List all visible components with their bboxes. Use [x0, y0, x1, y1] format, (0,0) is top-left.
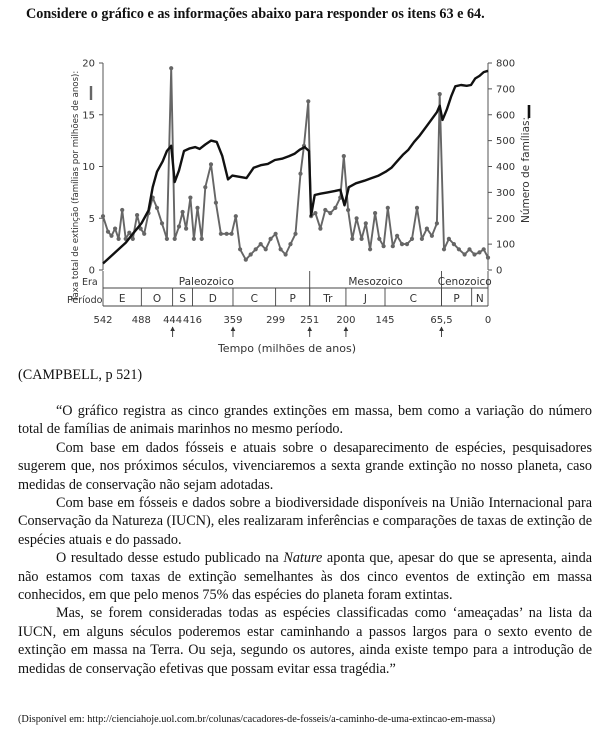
extinction-rate-point: [472, 252, 476, 256]
period-label: D: [208, 293, 217, 305]
mass-extinction-arrow-head: [307, 327, 312, 332]
extinction-rate-point: [313, 211, 317, 215]
extinction-rate-point: [364, 221, 368, 225]
period-label: E: [118, 293, 126, 305]
extinction-rate-point: [169, 66, 173, 70]
era-label: Cenozoico: [437, 276, 492, 288]
extinction-rate-point: [244, 258, 248, 262]
paragraph-1: “O gráfico registra as cinco grandes extinções em massa, bem como a variação do número total de famílias de animais marinhos no mesmo período.: [18, 403, 592, 438]
extinction-rate-point: [230, 232, 234, 236]
extinction-rate-point: [438, 92, 442, 96]
x-tick-label: 359: [223, 315, 243, 326]
extinction-rate-point: [135, 213, 139, 217]
extinction-rate-point: [386, 206, 390, 210]
extinction-rate-point: [288, 242, 292, 246]
extinction-rate-point: [209, 162, 213, 166]
extinction-rate-point: [425, 227, 429, 231]
period-label: P: [289, 293, 296, 305]
paragraph-2: Com base em dados fósseis e atuais sobre o desaparecimento de espécies, pesquisadores sugerem que, nos próximos séculos, vivenciaremos a sexta grande extinção no nosso planeta, caso medidas de conservação não sejam adotadas.: [18, 439, 592, 493]
left-tick-label: 20: [82, 58, 95, 70]
era-row-label: Era: [82, 277, 98, 288]
figure-citation: (CAMPBELL, p 521): [18, 367, 143, 383]
extinction-rate-point: [192, 237, 196, 241]
extinction-rate-point: [323, 208, 327, 212]
extinction-rate-point: [333, 206, 337, 210]
left-tick-label: 10: [82, 162, 95, 173]
extinction-rate-point: [442, 247, 446, 251]
extinction-rate-point: [328, 211, 332, 215]
extinction-rate-point: [360, 237, 364, 241]
extinction-rate-point: [355, 216, 359, 220]
right-tick-label: 200: [496, 213, 516, 225]
extinction-rate-point: [482, 247, 486, 251]
right-tick-label: 500: [496, 136, 516, 148]
extinction-rate-point: [269, 237, 273, 241]
mass-extinction-arrow-head: [344, 327, 349, 332]
period-label: J: [363, 293, 368, 305]
x-tick-label: 444: [163, 315, 183, 326]
extinction-rate-point: [298, 172, 302, 176]
journal-name: Nature: [283, 550, 323, 567]
extinction-rate-point: [477, 250, 481, 254]
x-tick-label: 299: [266, 315, 286, 326]
right-tick-label: 800: [496, 58, 516, 70]
x-tick-label: 416: [182, 315, 203, 326]
extinction-rate-point: [373, 211, 377, 215]
extinction-rate-point: [184, 227, 188, 231]
extinction-rate-point: [400, 242, 404, 246]
paragraph-4-end: aponta que, apesar do que se apresenta, ainda não estamos com taxas de extinção semelhantes às dos cinco eventos de extinção em massa conhecidos, em que pelo menos 75% das espécies do planeta foram extintas.: [18, 550, 593, 604]
period-label: N: [475, 293, 484, 305]
left-tick-label: 15: [82, 110, 95, 122]
era-label: Mesozoico: [348, 276, 403, 288]
x-axis: [93, 315, 491, 337]
extinction-rate-point: [410, 237, 414, 241]
extinction-rate-point: [346, 208, 350, 212]
article-text: [18, 402, 592, 678]
period-label: P: [453, 293, 460, 305]
extinction-rate-point: [395, 234, 399, 238]
extinction-rate-point: [155, 206, 159, 210]
extinction-rate-point: [435, 221, 439, 225]
x-tick-label: 65,5: [430, 315, 453, 326]
paragraph-5: Mas, se forem consideradas todas as espécies classificadas como ‘ameaçadas’ na lista da IUCN, em alguns séculos poderemos estar caminhando a passos largos para o sexto evento de extinção em massa na Terra. Ou seja, segundo os autores, ainda existe tempo para a introdução de medidas de conservação efetivas que possam evitar essa tragédia.”: [18, 605, 592, 677]
extinction-rate-point: [142, 232, 146, 236]
extinction-rate-point: [350, 237, 354, 241]
paragraph-4: [18, 549, 592, 604]
extinction-rate-point: [238, 247, 242, 251]
left-tick-label: 0: [88, 265, 95, 277]
y-right-axis-label: Número de famílias:: [520, 116, 532, 224]
extinction-rate-point: [377, 237, 381, 241]
extinction-rate-point: [259, 242, 263, 246]
right-tick-label: 300: [496, 187, 516, 199]
x-tick-label: 542: [93, 315, 113, 326]
extinction-rate-point: [382, 244, 386, 248]
mass-extinction-arrow-head: [439, 327, 444, 332]
extinction-rate-point: [127, 231, 131, 235]
y-left-axis-label: Taxa total de extinção (famílias por milhões de anos):: [71, 70, 81, 302]
extinction-rate-point: [306, 99, 310, 103]
extinction-rate-point: [447, 237, 451, 241]
left-tick-label: 5: [88, 213, 95, 225]
extinction-rate-point: [106, 230, 110, 234]
x-tick-label: 200: [336, 315, 356, 326]
extinction-rate-point: [160, 221, 164, 225]
extinction-rate-point: [342, 154, 346, 158]
right-tick-label: 400: [496, 162, 516, 173]
series-layer: [101, 66, 490, 263]
period-label: O: [152, 293, 162, 305]
x-tick-label: 488: [131, 315, 151, 326]
extinction-rate-point: [415, 206, 419, 210]
x-tick-label: 251: [300, 315, 320, 326]
geologic-time-table: [67, 271, 492, 306]
extinction-rate-point: [391, 244, 395, 248]
extinction-rate-point: [284, 252, 288, 256]
extinction-rate-point: [486, 256, 490, 260]
period-label: Tr: [323, 293, 333, 305]
extinction-rate-point: [467, 247, 471, 251]
extinction-rate-point: [120, 208, 124, 212]
x-tick-label: 145: [375, 315, 395, 326]
extinction-rate-point: [195, 206, 199, 210]
period-label: C: [250, 293, 258, 305]
extinction-rate-point: [452, 242, 456, 246]
extinction-rate-point: [234, 214, 238, 218]
extinction-chart: [0, 40, 607, 365]
extinction-rate-point: [173, 237, 177, 241]
extinction-rate-point: [101, 214, 105, 218]
paragraph-3: Com base em fósseis e dados sobre a biodiversidade disponíveis na União Internacional para Conservação da Natureza (IUCN), eles realizaram inferências e comparações de taxas de extinção de espécies atuais e do passado.: [18, 495, 592, 548]
period-label: S: [179, 293, 186, 305]
extinction-rate-point: [463, 252, 467, 256]
extinction-rate-point: [264, 247, 268, 251]
extinction-rate-point: [109, 234, 113, 238]
right-tick-label: 700: [496, 84, 516, 96]
x-tick-label: 0: [484, 315, 492, 326]
extinction-rate-point: [117, 237, 121, 241]
extinction-rate-point: [188, 196, 192, 200]
extinction-rate-point: [293, 232, 297, 236]
extinction-rate-point: [203, 185, 207, 189]
source-link[interactable]: (Disponível em: http://cienciahoje.uol.com.br/colunas/cacadores-de-fosseis/a-caminho-de-uma-extincao-em-massa): [18, 714, 496, 725]
extinction-rate-point: [405, 242, 409, 246]
extinction-rate-point: [181, 210, 185, 214]
mass-extinction-arrow-head: [231, 327, 236, 332]
extinction-rate-point: [219, 232, 223, 236]
extinction-rate-point: [457, 247, 461, 251]
extinction-rate-point: [368, 247, 372, 251]
extinction-rate-point: [254, 247, 258, 251]
extinction-rate-point: [200, 237, 204, 241]
extinction-rate-point: [214, 201, 218, 205]
section-heading: Considere o gráfico e as informações abaixo para responder os itens 63 e 64.: [26, 6, 485, 22]
extinction-rate-point: [165, 237, 169, 241]
right-tick-label: 600: [496, 110, 516, 122]
extinction-rate-point: [177, 224, 181, 228]
era-label: Paleozoico: [178, 276, 234, 288]
extinction-rate-point: [318, 227, 322, 231]
right-tick-label: 0: [496, 265, 503, 277]
extinction-rate-point: [279, 247, 283, 251]
extinction-rate-point: [249, 252, 253, 256]
extinction-rate-point: [113, 227, 117, 231]
paragraph-4-start: O resultado desse estudo publicado na: [56, 550, 284, 567]
extinction-rate-point: [430, 234, 434, 238]
extinction-rate-point: [420, 237, 424, 241]
x-axis-label: Tempo (milhões de anos): [217, 342, 357, 355]
mass-extinction-arrow-head: [170, 327, 175, 332]
extinction-rate-point: [274, 232, 278, 236]
left-axis: [82, 59, 103, 277]
right-tick-label: 100: [496, 239, 516, 251]
extinction-rate-point: [225, 232, 229, 236]
period-label: C: [409, 293, 417, 305]
period-row-label: Período: [67, 295, 103, 306]
